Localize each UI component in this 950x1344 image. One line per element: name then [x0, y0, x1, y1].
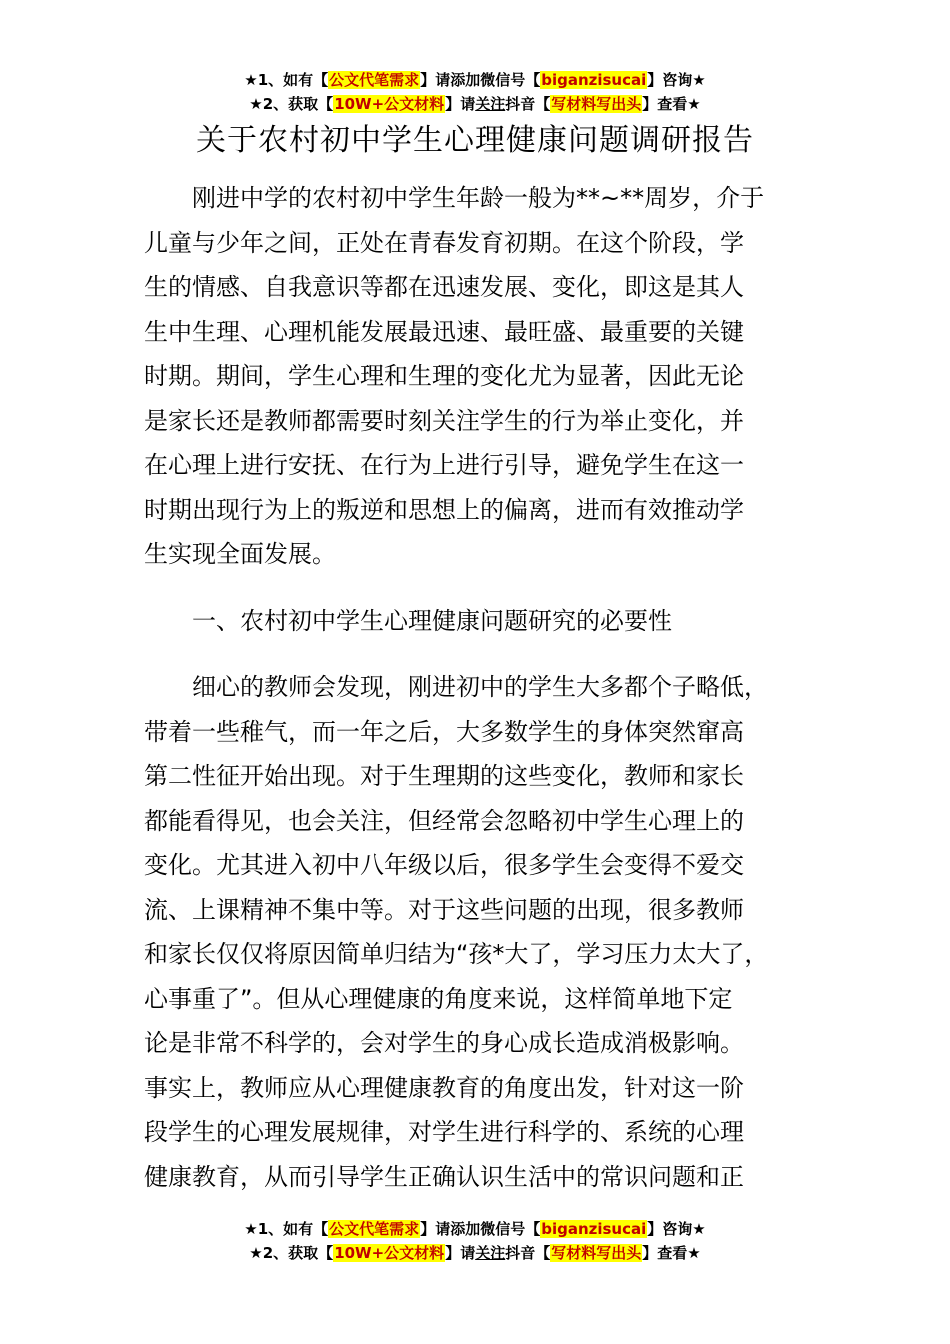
paragraph-line: 是家长还是教师都需要时刻关注学生的行为举止变化，并 — [144, 406, 744, 435]
banner-highlight-douyin: 写材料写出头 — [551, 95, 642, 113]
paragraph-line: 和家长仅仅将原因简单归结为“孩*大了，学习压力太大了， — [144, 940, 769, 968]
paragraph-intro — [144, 176, 834, 577]
bottom-banner — [0, 1217, 950, 1265]
paragraph-line: 都能看得见，也会关注，但经常会忽略初中学生心理上的 — [144, 806, 744, 835]
paragraph-line: 儿童与少年之间，正处在青春发育初期。在这个阶段，学 — [144, 228, 744, 257]
paragraph-line: 健康教育，从而引导学生正确认识生活中的常识问题和正 — [144, 1162, 744, 1191]
banner-text: 】咨询★ — [647, 71, 706, 89]
banner-highlight-service: 公文代笔需求 — [329, 71, 420, 89]
banner-line-1 — [0, 1217, 950, 1241]
paragraph-gap — [144, 577, 834, 599]
paragraph-line: 心事重了”。但从心理健康的角度来说，这样简单地下定 — [144, 984, 733, 1013]
banner-text: ★2、获取【 — [249, 95, 334, 113]
document-title: 关于农村初中学生心理健康问题调研报告 — [196, 123, 754, 158]
banner-text: ★1、如有【 — [244, 1220, 329, 1238]
paragraph-line: 在心理上进行安抚、在行为上进行引导，避免学生在这一 — [144, 451, 744, 479]
banner-highlight-douyin: 写材料写出头 — [551, 1244, 642, 1262]
banner-underlined-follow: 关注 — [475, 1244, 506, 1262]
banner-highlight-wechat-id: biganzisucai — [541, 71, 647, 89]
paragraph-line: 带着一些稚气，而一年之后，大多数学生的身体突然窜高 — [144, 717, 744, 746]
banner-line-2 — [0, 92, 950, 116]
banner-line-1 — [0, 68, 950, 92]
paragraph-necessity — [144, 665, 834, 1199]
banner-text: 抖音【 — [505, 95, 551, 113]
banner-text: 】请 — [445, 1244, 476, 1262]
paragraph-line: 生实现全面发展。 — [144, 540, 336, 568]
paragraph-line: 生中生理、心理机能发展最迅速、最旺盛、最重要的关键 — [144, 317, 744, 346]
paragraph-line: 论是非常不科学的，会对学生的身心成长造成消极影响。 — [144, 1029, 744, 1057]
paragraph-line: 生的情感、自我意识等都在迅速发展、变化，即这是其人 — [144, 273, 744, 301]
top-banner — [0, 68, 950, 116]
banner-text: 】查看★ — [642, 1244, 701, 1262]
paragraph-gap — [144, 643, 834, 665]
banner-text: 】查看★ — [642, 95, 701, 113]
banner-highlight-materials: 10W+公文材料 — [334, 95, 445, 113]
banner-highlight-service: 公文代笔需求 — [329, 1220, 420, 1238]
banner-text: ★2、获取【 — [249, 1244, 334, 1262]
paragraph-line: 时期。期间，学生心理和生理的变化尤为显著，因此无论 — [144, 362, 744, 390]
banner-highlight-wechat-id: biganzisucai — [541, 1220, 647, 1238]
banner-text: 抖音【 — [505, 1244, 551, 1262]
document-body — [144, 176, 834, 1199]
section-heading: 一、农村初中学生心理健康问题研究的必要性 — [192, 606, 672, 635]
paragraph-line: 流、上课精神不集中等。对于这些问题的出现，很多教师 — [144, 895, 744, 924]
banner-line-2 — [0, 1241, 950, 1265]
paragraph-line: 细心的教师会发现，刚进初中的学生大多都个子略低， — [192, 673, 768, 701]
paragraph-line: 事实上，教师应从心理健康教育的角度出发，针对这一阶 — [144, 1073, 744, 1102]
banner-text: ★1、如有【 — [244, 71, 329, 89]
paragraph-line: 段学生的心理发展规律，对学生进行科学的、系统的心理 — [144, 1118, 744, 1146]
paragraph-line: 刚进中学的农村初中学生年龄一般为**~**周岁，介于 — [192, 184, 765, 212]
banner-underlined-follow: 关注 — [475, 95, 506, 113]
banner-highlight-materials: 10W+公文材料 — [334, 1244, 445, 1262]
banner-text: 】请 — [445, 95, 476, 113]
banner-text: 】咨询★ — [647, 1220, 706, 1238]
banner-text: 】请添加微信号【 — [420, 1220, 541, 1238]
paragraph-line: 第二性征开始出现。对于生理期的这些变化，教师和家长 — [144, 762, 744, 790]
paragraph-line: 时期出现行为上的叛逆和思想上的偏离，进而有效推动学 — [144, 495, 744, 524]
banner-text: 】请添加微信号【 — [420, 71, 541, 89]
paragraph-line: 变化。尤其进入初中八年级以后，很多学生会变得不爱交 — [144, 851, 744, 879]
